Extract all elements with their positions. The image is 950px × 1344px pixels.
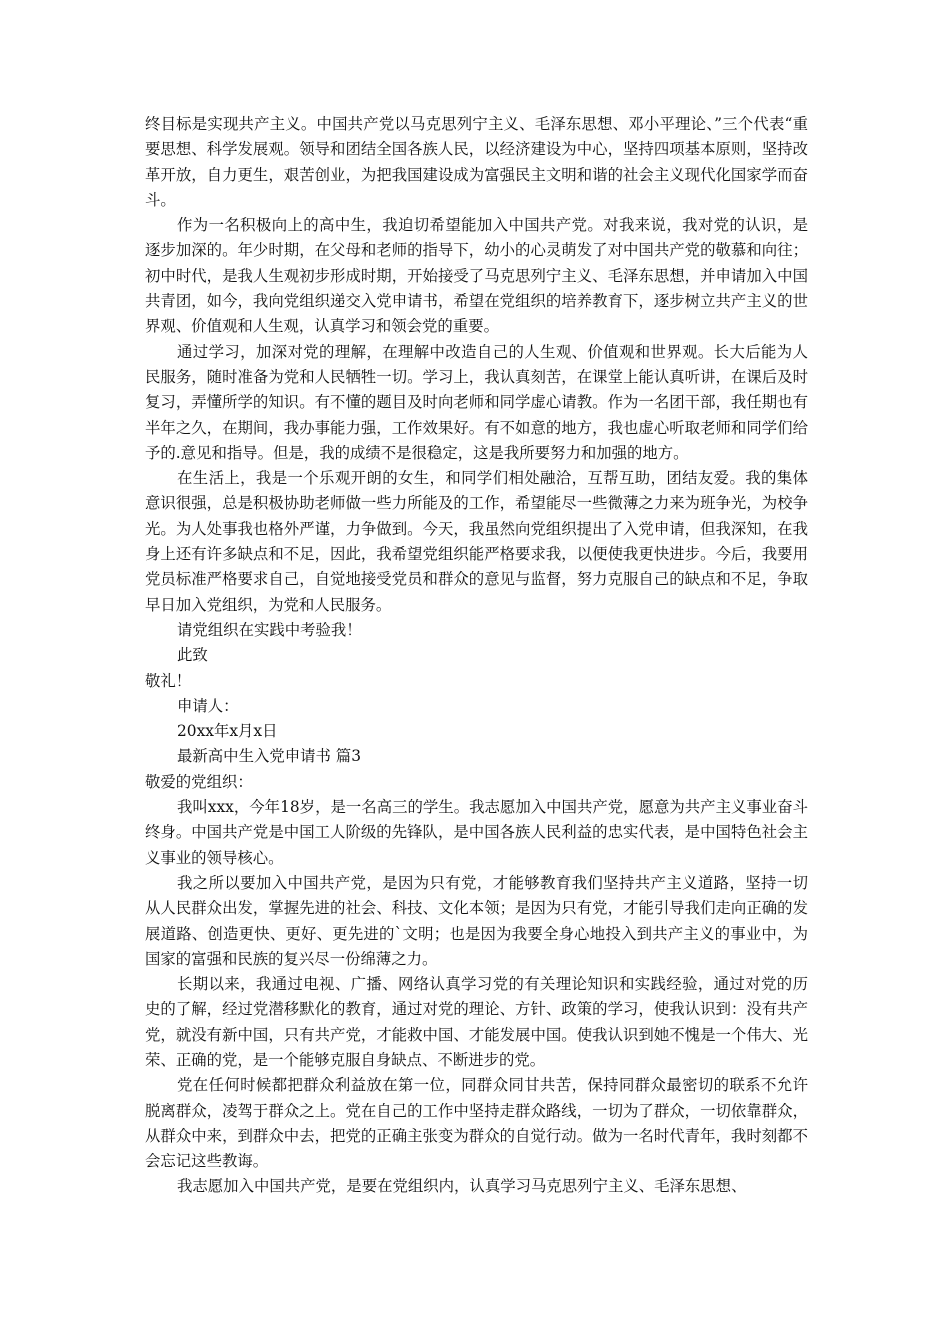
paragraph-2: 作为一名积极向上的高中生，我迫切希望能加入中国共产党。对我来说，我对党的认识，是逐步加深的。年少时期，在父母和老师的指导下，幼小的心灵萌发了对中国共产党的敬慕和向往；初中时代，是我人生观初步形成时期，开始接受了马克思列宁主义、毛泽东思想，并申请加入中国共青团，如今，我向党组织递交入党申请书，希望在党组织的培养教育下，逐步树立共产主义的世界观、价值观和人生观，认真学习和领会党的重要。 — [145, 216, 808, 336]
date-line: 20xx年x月x日 — [177, 722, 278, 741]
closing-request-line: 请党组织在实践中考验我！ — [177, 620, 362, 639]
section-title: 最新高中生入党申请书 篇3 — [177, 747, 361, 766]
document-body — [145, 112, 808, 1200]
greeting-line: 敬爱的党组织： — [145, 772, 253, 791]
paragraph-4: 在生活上，我是一个乐观开朗的女生，和同学们相处融洽，互帮互助，团结友爱。我的集体意识很强，总是积极协助老师做一些力所能及的工作，希望能尽一些微薄之力来为班争光，为校争光。为人处事我也格外严谨，力争做到。今天，我虽然向党组织提出了入党申请，但我深知，在我身上还有许多缺点和不足，因此，我希望党组织能严格要求我，以便使我更快进步。今后，我要用党员标准严格要求自己，自觉地接受党员和群众的意见与监督，努力克服自己的缺点和不足，争取早日加入党组织，为党和人民服务。 — [145, 469, 808, 614]
paragraph-5: 我叫xxx，今年18岁，是一名高三的学生。我志愿加入中国共产党，愿意为共产主义事业奋斗终身。中国共产党是中国工人阶级的先锋队，是中国各族人民利益的忠实代表，是中国特色社会主义事业的领导核心。 — [145, 798, 808, 867]
paragraph-8: 党在任何时候都把群众利益放在第一位，同群众同甘共苦，保持同群众最密切的联系不允许脱离群众，凌驾于群众之上。党在自己的工作中坚持走群众路线，一切为了群众，一切依靠群众，从群众中来，到群众中去，把党的正确主张变为群众的自觉行动。做为一名时代青年，我时刻都不会忘记这些教诲。 — [145, 1076, 808, 1171]
salutation-jingli: 敬礼！ — [145, 671, 192, 690]
salutation-cizhi: 此致 — [177, 646, 208, 665]
paragraph-9: 我志愿加入中国共产党，是要在党组织内，认真学习马克思列宁主义、毛泽东思想、 — [177, 1177, 747, 1196]
applicant-label: 申请人： — [177, 696, 239, 715]
paragraph-1: 终目标是实现共产主义。中国共产党以马克思列宁主义、毛泽东思想、邓小平理论、”三个代表“重要思想、科学发展观。领导和团结全国各族人民，以经济建设为中心，坚持四项基本原则，坚持改革开放，自力更生，艰苦创业，为把我国建设成为富强民主文明和谐的社会主义现代化国家学而奋斗。 — [145, 115, 808, 209]
paragraph-6: 我之所以要加入中国共产党，是因为只有党，才能够教育我们坚持共产主义道路，坚持一切从人民群众出发，掌握先进的社会、科技、文化本领；是因为只有党，才能引导我们走向正确的发展道路、创造更快、更好、更先进的`文明；也是因为我要全身心地投入到共产主义的事业中，为国家的富强和民族的复兴尽一份绵薄之力。 — [145, 873, 808, 968]
paragraph-3: 通过学习，加深对党的理解，在理解中改造自己的人生观、价值观和世界观。长大后能为人民服务，随时准备为党和人民牺牲一切。学习上，我认真刻苦，在课堂上能认真听讲，在课后及时复习，弄懂所学的知识。有不懂的题目及时向老师和同学虚心请教。作为一名团干部，我任期也有半年之久，在期间，我办事能力强，工作效果好。有不如意的地方，我也虚心听取老师和同学们给予的.意见和指导。但是，我的成绩不是很稳定，这是我所要努力和加强的地方。 — [145, 342, 808, 462]
paragraph-7: 长期以来，我通过电视、广播、网络认真学习党的有关理论知识和实践经验，通过对党的历史的了解，经过党潜移默化的教育，通过对党的理论、方针、政策的学习，使我认识到：没有共产党，就没有新中国，只有共产党，才能救中国、才能发展中国。使我认识到她不愧是一个伟大、光荣、正确的党，是一个能够克服自身缺点、不断进步的党。 — [145, 975, 808, 1069]
